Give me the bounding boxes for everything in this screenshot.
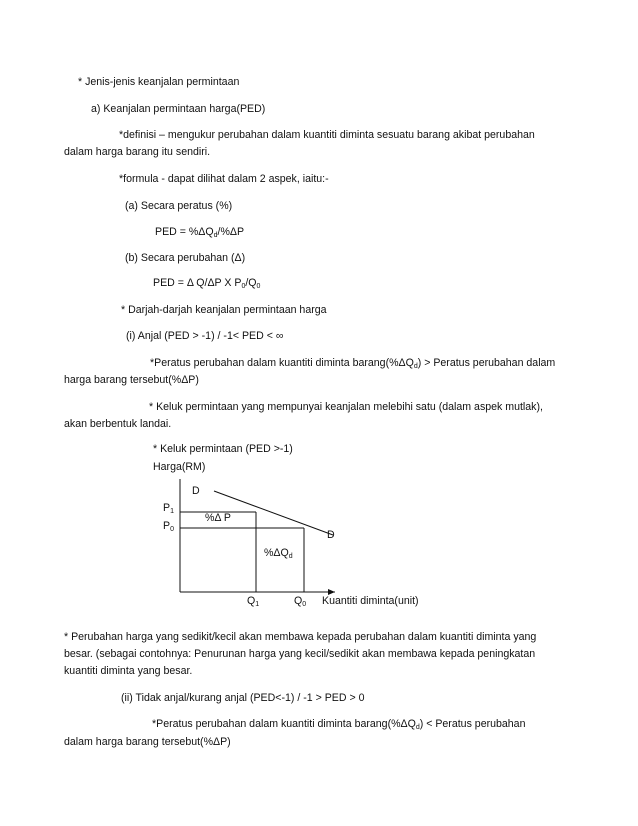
ped-delta-prefix: PED = Δ Q/ΔP X P [153, 277, 242, 289]
peratus2-suffix: ) < Peratus perubahan [419, 718, 526, 730]
formula-intro: *formula - dapat dilihat dalam 2 aspek, iaitu:- [119, 173, 329, 185]
aspect-b: (b) Secara perubahan (Δ) [125, 252, 246, 264]
ped-pct-sub: d [213, 232, 218, 239]
q0-base: Q [294, 595, 303, 607]
peratus1-prefix: *Peratus perubahan dalam kuantiti diminta barang(%ΔQ [150, 357, 414, 369]
q1-label [247, 595, 259, 607]
keluk-line-2: akan berbentuk landai. [64, 418, 172, 430]
y-axis-label: Harga(RM) [153, 461, 206, 473]
p1-sub: 1 [170, 508, 174, 515]
peratus1-suffix: ) > Peratus perubahan dalam [417, 357, 556, 369]
curve-label-bottom: D [327, 529, 335, 541]
definisi-line-2: dalam harga barang itu sendiri. [64, 146, 211, 158]
keluk-line-1: * Keluk permintaan yang mempunyai keanjalan melebihi satu (dalam aspek mutlak), [149, 401, 543, 413]
delta-p-label: %Δ P [205, 512, 231, 524]
peratus1-line-2: harga barang tersebut(%ΔP) [64, 374, 199, 386]
darjah-heading: * Darjah-darjah keanjalan permintaan harga [121, 304, 327, 316]
ped-delta-sub1: 0 [241, 283, 246, 290]
perubahan-line-2: besar. (sebagai contohnya: Penurunan harga yang kecil/sedikit akan membawa kepada peningkatan [64, 648, 536, 660]
peratus1-sub: d [413, 363, 418, 370]
curve-label-top: D [192, 485, 200, 497]
p1-base: P [163, 502, 171, 514]
ped-delta-mid: /Q [245, 277, 257, 289]
x-axis-label: Kuantiti diminta(unit) [322, 595, 419, 607]
peratus2-prefix: *Peratus perubahan dalam kuantiti diminta barang(%ΔQ [152, 718, 416, 730]
definisi-line-1: *definisi – mengukur perubahan dalam kuantiti diminta sesuatu barang akibat perubahan [119, 129, 535, 141]
ped-delta-sub2: 0 [256, 283, 261, 290]
delta-q-sub: d [288, 553, 293, 560]
q1-base: Q [247, 595, 256, 607]
q0-label [294, 595, 306, 607]
peratus2-sub: d [415, 724, 420, 731]
p0-sub: 0 [170, 526, 174, 533]
q0-sub: 0 [302, 601, 307, 608]
tidak-anjal-heading: (ii) Tidak anjal/kurang anjal (PED<-1) / -1 > PED > 0 [121, 692, 365, 704]
heading: * Jenis-jenis keanjalan permintaan [78, 76, 240, 88]
perubahan-line-1: * Perubahan harga yang sedikit/kecil akan membawa kepada perubahan dalam kuantiti diminta yang [64, 631, 537, 643]
perubahan-line-3: kuantiti diminta yang besar. [64, 665, 193, 677]
anjal-heading: (i) Anjal (PED > -1) / -1< PED < ∞ [126, 330, 284, 342]
ped-pct-suffix: /%ΔP [217, 226, 245, 238]
aspect-a: (a) Secara peratus (%) [125, 200, 233, 212]
graph-caption: * Keluk permintaan (PED >-1) [153, 443, 293, 455]
p0-base: P [163, 520, 171, 532]
peratus2-line-2: dalam harga barang tersebut(%ΔP) [64, 736, 231, 748]
ped-pct-prefix: PED = %ΔQ [155, 226, 214, 238]
peratus2-line-1 [152, 718, 525, 731]
p1-label [163, 502, 174, 514]
section-a-title: a) Keanjalan permintaan harga(PED) [91, 103, 266, 115]
p0-label [163, 520, 174, 532]
q1-sub: 1 [255, 601, 260, 608]
delta-q-label [264, 547, 293, 559]
delta-q-base: %ΔQ [264, 547, 289, 559]
